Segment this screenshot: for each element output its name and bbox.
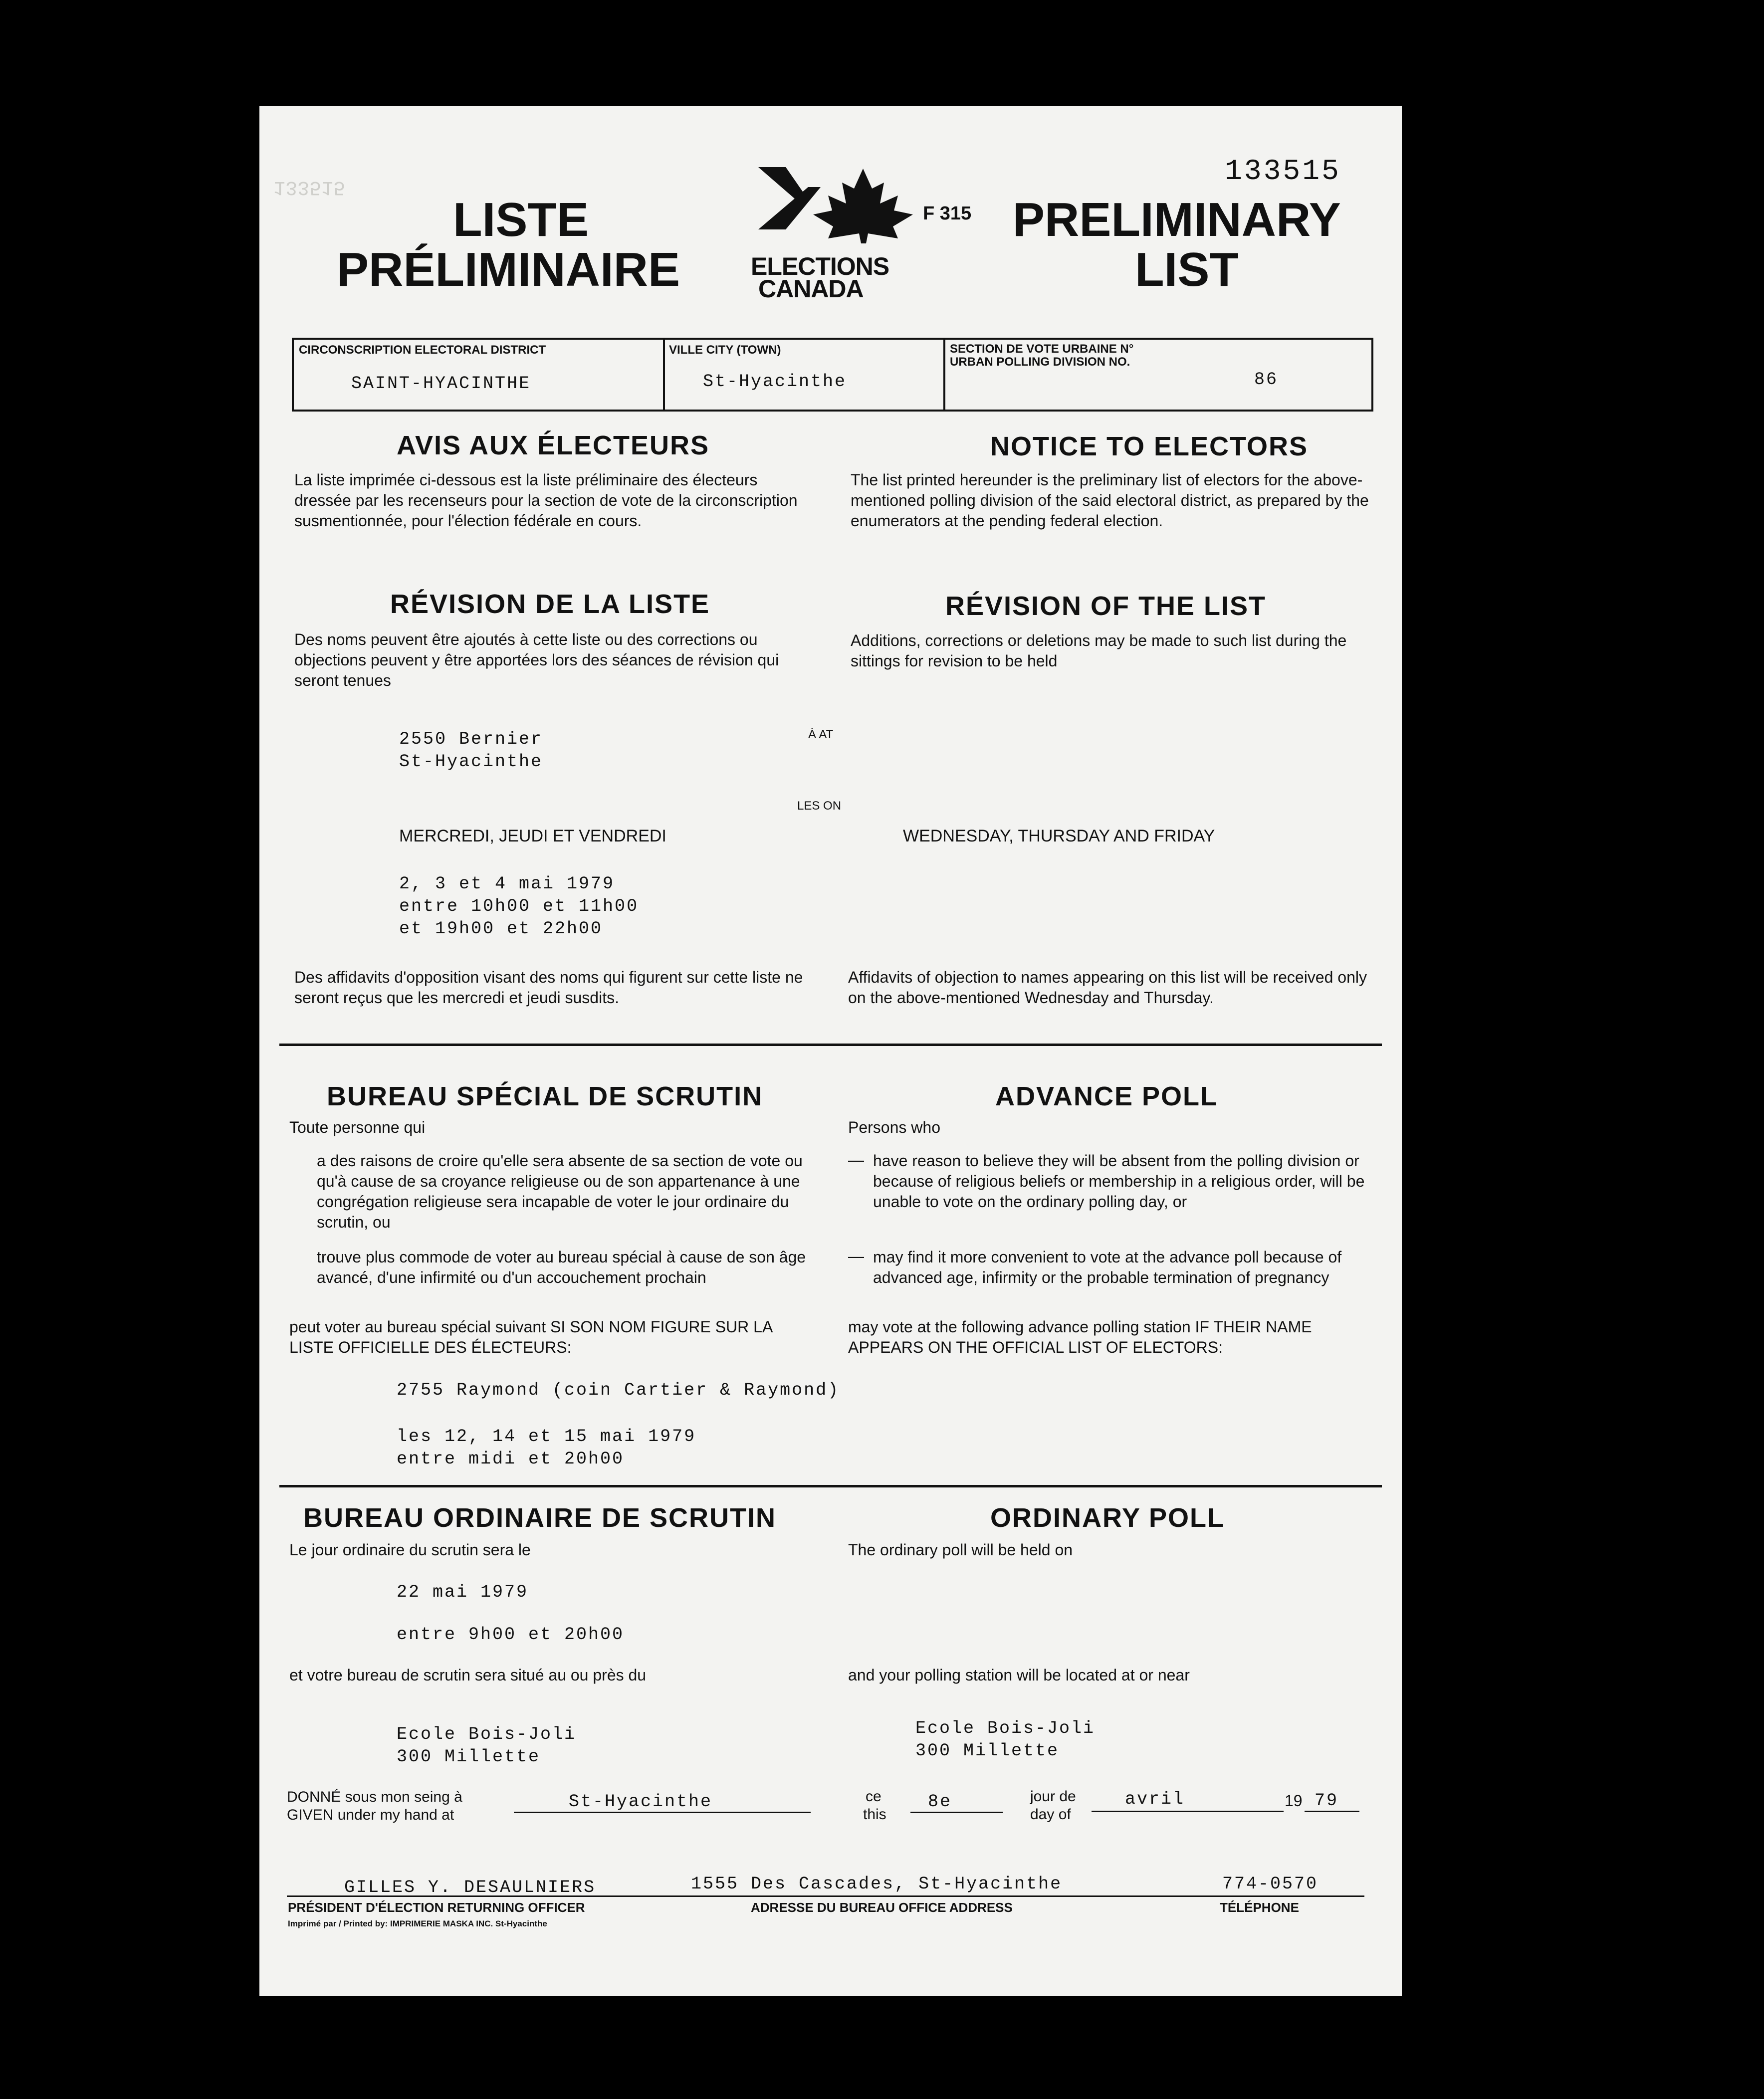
month-underline bbox=[1092, 1811, 1284, 1812]
header-divider-1 bbox=[663, 340, 665, 410]
printer-credit: Imprimé par / Printed by: IMPRIMERIE MASKA INC. St-Hyacinthe bbox=[288, 1919, 547, 1928]
division-label-en: URBAN POLLING DIVISION NO. bbox=[950, 355, 1130, 369]
district-value: SAINT-HYACINTHE bbox=[351, 374, 531, 394]
maple-leaf-x-icon bbox=[748, 165, 923, 244]
affidavit-text-fr: Des affidavits d'opposition visant des noms qui figurent sur cette liste ne seront reçus que les mercredi et jeudi susdits. bbox=[294, 968, 803, 1007]
year-suffix: 79 bbox=[1315, 1791, 1339, 1811]
serial-number: 133515 bbox=[1225, 156, 1341, 188]
office-address: 1555 Des Cascades, St-Hyacinthe bbox=[691, 1874, 1063, 1894]
advance-intro-en: Persons who bbox=[848, 1118, 940, 1136]
revision-text-fr: Des noms peuvent être ajoutés à cette liste ou des corrections ou objections peuvent y être apportées lors des séances de révision qui seront tenues bbox=[294, 630, 779, 689]
revision-address-line2: St-Hyacinthe bbox=[399, 752, 543, 772]
division-value: 86 bbox=[1254, 370, 1279, 390]
ordinary-place-en-line1: Ecole Bois-Joli bbox=[915, 1718, 1096, 1738]
ordinary-hours: entre 9h00 et 20h00 bbox=[397, 1625, 625, 1645]
ordinary-intro-en: The ordinary poll will be held on bbox=[848, 1541, 1073, 1559]
day-of-label: day of bbox=[1030, 1806, 1071, 1823]
month-value: avril bbox=[1125, 1789, 1185, 1809]
place-underline bbox=[514, 1812, 811, 1813]
ordinary-heading-fr: BUREAU ORDINAIRE DE SCRUTIN bbox=[303, 1503, 777, 1533]
logo-text-line2: CANADA bbox=[758, 275, 864, 303]
notice-heading-fr: AVIS AUX ÉLECTEURS bbox=[397, 430, 710, 460]
advance-closing-en: may vote at the following advance polling station IF THEIR NAME APPEARS ON THE OFFICIAL LIST OF ELECTORS: bbox=[848, 1318, 1312, 1356]
advance-item1-fr: a des raisons de croire qu'elle sera absente de sa section de vote ou qu'à cause de sa croyance religieuse ou de son appartenance à une congrégation religieuse sera incapable de voter le jour ordinaire du scrutin, ou bbox=[317, 1152, 803, 1231]
ordinary-date: 22 mai 1979 bbox=[397, 1582, 529, 1602]
ordinary-place-en-line2: 300 Millette bbox=[915, 1741, 1060, 1761]
ordinary-heading-en: ORDINARY POLL bbox=[990, 1503, 1225, 1533]
ce-label: ce bbox=[866, 1788, 882, 1805]
revision-heading-en: RÉVISION OF THE LIST bbox=[945, 591, 1267, 621]
advance-dash-1: — bbox=[848, 1151, 864, 1169]
elections-canada-logo bbox=[748, 165, 923, 244]
officer-title: PRÉSIDENT D'ÉLECTION RETURNING OFFICER bbox=[288, 1900, 585, 1915]
office-address-label: ADRESSE DU BUREAU OFFICE ADDRESS bbox=[751, 1900, 1013, 1915]
year-prefix: 19 bbox=[1285, 1792, 1303, 1810]
revision-dates: 2, 3 et 4 mai 1979 bbox=[399, 874, 615, 894]
title-fr-line1: LISTE bbox=[453, 193, 589, 246]
advance-heading-en: ADVANCE POLL bbox=[995, 1081, 1218, 1111]
revision-hours-2: et 19h00 et 22h00 bbox=[399, 919, 603, 939]
advance-heading-fr: BUREAU SPÉCIAL DE SCRUTIN bbox=[327, 1081, 763, 1111]
division-label-fr: SECTION DE VOTE URBAINE N° bbox=[950, 342, 1134, 356]
affidavit-text-en: Affidavits of objection to names appearing on this list will be received only on the above-mentioned Wednesday and Thursday. bbox=[848, 968, 1367, 1007]
advance-item1-en: have reason to believe they will be absent from the polling division or because of religious beliefs or membership in a religious order, will be unable to vote on the ordinary polling day, or bbox=[873, 1152, 1365, 1211]
revision-heading-fr: RÉVISION DE LA LISTE bbox=[390, 589, 710, 619]
phone-label: TÉLÉPHONE bbox=[1220, 1900, 1299, 1915]
revision-days-en: WEDNESDAY, THURSDAY AND FRIDAY bbox=[903, 827, 1215, 845]
advance-closing-fr: peut voter au bureau spécial suivant SI SON NOM FIGURE SUR LA LISTE OFFICIELLE DES ÉLECTEURS: bbox=[289, 1318, 772, 1356]
ordinary-place-fr-line1: Ecole Bois-Joli bbox=[397, 1724, 577, 1744]
revision-text-en: Additions, corrections or deletions may be made to such list during the sittings for revision to be held bbox=[851, 631, 1347, 670]
advance-intro-fr: Toute personne qui bbox=[289, 1118, 426, 1136]
jour-de-label: jour de bbox=[1030, 1788, 1076, 1805]
this-label: this bbox=[863, 1806, 886, 1823]
section-divider-1 bbox=[279, 1044, 1382, 1046]
advance-hours: entre midi et 20h00 bbox=[397, 1449, 625, 1469]
phone-number: 774-0570 bbox=[1222, 1874, 1319, 1894]
revision-days-fr: MERCREDI, JEUDI ET VENDREDI bbox=[399, 827, 666, 845]
given-label-en: GIVEN under my hand at bbox=[287, 1807, 454, 1823]
day-value: 8e bbox=[928, 1792, 952, 1812]
revision-at-label: À AT bbox=[808, 728, 834, 741]
city-value: St-Hyacinthe bbox=[703, 372, 847, 392]
ordinary-intro-fr: Le jour ordinaire du scrutin sera le bbox=[289, 1541, 531, 1559]
day-underline bbox=[910, 1812, 1003, 1813]
title-fr-line2: PRÉLIMINAIRE bbox=[337, 243, 680, 296]
section-divider-2 bbox=[279, 1485, 1382, 1487]
advance-dates: les 12, 14 et 15 mai 1979 bbox=[397, 1427, 696, 1447]
advance-item2-en: may find it more convenient to vote at the advance poll because of advanced age, infirmity or the probable termination of pregnancy bbox=[873, 1248, 1342, 1286]
title-en-line2: LIST bbox=[1135, 243, 1239, 296]
header-divider-2 bbox=[943, 340, 945, 410]
advance-address: 2755 Raymond (coin Cartier & Raymond) bbox=[397, 1380, 840, 1400]
given-label-fr: DONNÉ sous mon seing à bbox=[287, 1789, 462, 1805]
revision-address-line1: 2550 Bernier bbox=[399, 729, 543, 749]
city-label: VILLE CITY (TOWN) bbox=[669, 343, 781, 357]
ordinary-place-fr-line2: 300 Millette bbox=[397, 1747, 541, 1767]
district-label: CIRCONSCRIPTION ELECTORAL DISTRICT bbox=[299, 343, 546, 357]
advance-dash-2: — bbox=[848, 1247, 864, 1265]
election-notice-sheet bbox=[259, 106, 1402, 1996]
revision-on-label: LES ON bbox=[797, 799, 842, 813]
notice-text-fr: La liste imprimée ci-dessous est la liste préliminaire des électeurs dressée par les recenseurs pour la section de vote de la circonscription susmentionnée, pour l'élection fédérale en cours. bbox=[294, 471, 798, 530]
logo-text-line1: ELECTIONS bbox=[751, 252, 889, 280]
mirrored-serial-ghost: 133515 bbox=[273, 176, 346, 198]
notice-text-en: The list printed hereunder is the preliminary list of electors for the above-mentioned polling division of the said electoral district, as prepared by the enumerators at the pending federal election. bbox=[851, 471, 1369, 530]
officer-name: GILLES Y. DESAULNIERS bbox=[344, 1878, 596, 1897]
title-en-line1: PRELIMINARY bbox=[1013, 193, 1341, 246]
ordinary-station-en: and your polling station will be located at or near bbox=[848, 1666, 1190, 1684]
year-underline bbox=[1305, 1811, 1359, 1812]
form-code: F 315 bbox=[923, 203, 972, 224]
ordinary-station-fr: et votre bureau de scrutin sera situé au ou près du bbox=[289, 1666, 647, 1684]
notice-heading-en: NOTICE TO ELECTORS bbox=[990, 431, 1309, 461]
revision-hours-1: entre 10h00 et 11h00 bbox=[399, 896, 639, 916]
given-place: St-Hyacinthe bbox=[569, 1792, 713, 1812]
advance-item2-fr: trouve plus commode de voter au bureau spécial à cause de son âge avancé, d'une infirmité ou d'un accouchement prochain bbox=[317, 1248, 806, 1286]
header-box bbox=[292, 338, 1373, 412]
